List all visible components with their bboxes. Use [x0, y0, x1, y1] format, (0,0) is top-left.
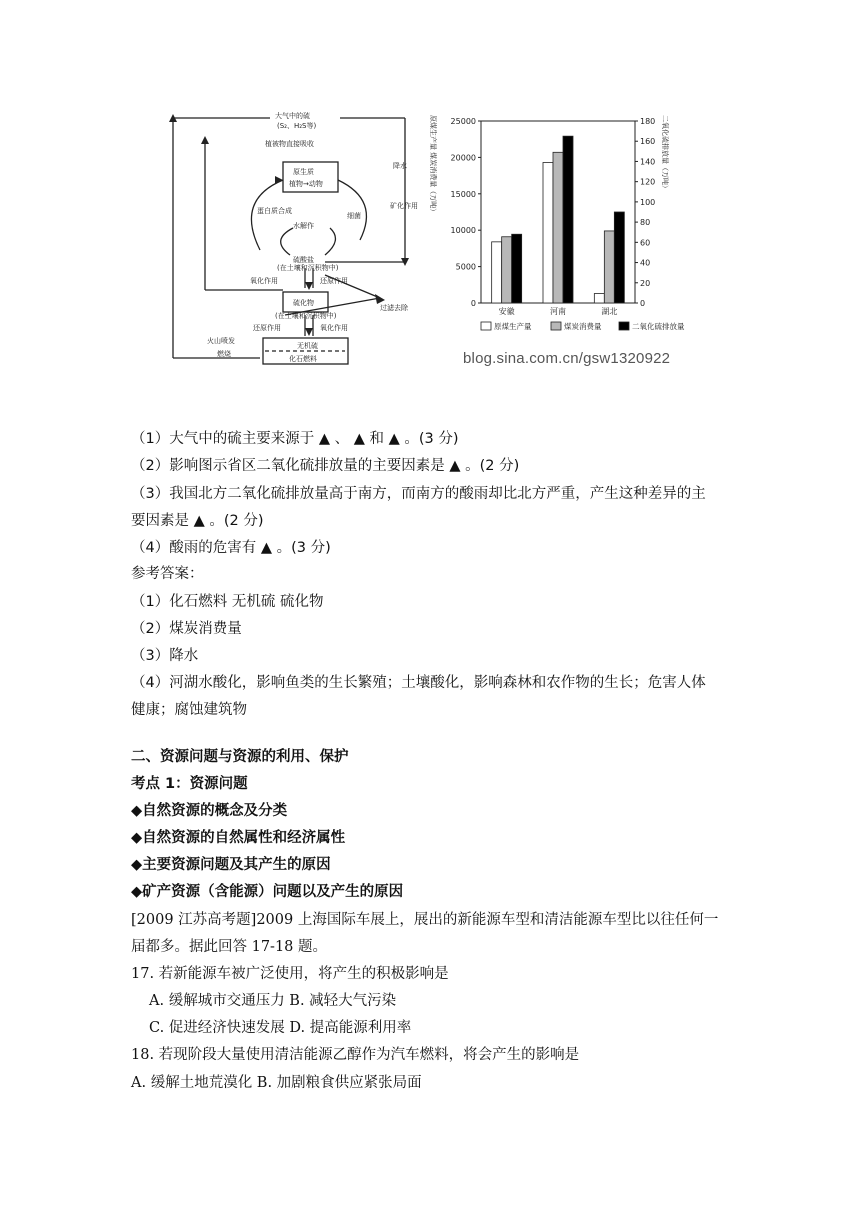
intro-line-1: [2009 江苏高考题]2009 上海国际车展上，展出的新能源车型和清洁能源车型比以往任何一: [131, 912, 719, 928]
sulfate-label: 硫酸盐: [293, 256, 314, 264]
left-tick-label: 10000: [450, 226, 476, 236]
oxidation2-label: 氧化作用: [320, 324, 348, 332]
bullet-1: ◆自然资源的概念及分类: [131, 803, 288, 819]
bar-3: [563, 136, 573, 303]
legend-swatch: [619, 322, 629, 330]
inorganic-label: 无机硫: [297, 342, 318, 350]
legend-swatch: [481, 322, 491, 330]
category-label: 河南: [550, 307, 566, 316]
bullet-3: ◆主要资源问题及其产生的原因: [131, 857, 331, 873]
answer-4-line-2: 健康；腐蚀建筑物: [131, 702, 247, 718]
left-tick-label: 20000: [450, 153, 476, 163]
answer-3: （3）降水: [131, 648, 199, 664]
bar-1: [492, 242, 502, 303]
bar-3: [614, 212, 624, 303]
sulfate-sub: (在土壤和沉积物中): [277, 264, 339, 272]
right-tick-label: 40: [640, 258, 651, 268]
category-label: 安徽: [498, 307, 515, 316]
question-3-line-2: 要因素是 ▲ 。(2 分): [131, 513, 264, 529]
plant-absorb-label: 植被物直接吸收: [265, 140, 314, 148]
burn-label: 燃烧: [217, 350, 231, 358]
fossil-label: 化石燃料: [289, 355, 317, 363]
question-18-options-ab: A. 缓解土地荒漠化 B. 加剧粮食供应紧张局面: [131, 1075, 422, 1091]
question-18: 18. 若现阶段大量使用清洁能源乙醇作为汽车燃料，将会产生的影响是: [131, 1047, 580, 1063]
bar-chart: [423, 105, 703, 340]
left-tick-label: 15000: [450, 189, 476, 199]
question-3-line-1: （3）我国北方二氧化硫排放量高于南方，而南方的酸雨却比北方严重，产生这种差异的主: [131, 486, 706, 502]
question-4: （4）酸雨的危害有 ▲ 。(3 分): [131, 540, 331, 556]
bio-box-sub: 植物→动物: [289, 180, 323, 188]
legend-label: 二氧化硫排放量: [632, 322, 685, 331]
right-tick-label: 100: [640, 197, 656, 207]
question-2: （2）影响图示省区二氧化硫排放量的主要因素是 ▲ 。(2 分): [131, 458, 520, 474]
answers-title: 参考答案：: [131, 566, 204, 582]
right-axis-title: 二氧化硫排放量（万吨）: [661, 115, 669, 192]
bio-box-label: 原生质: [293, 168, 314, 176]
bullet-4: ◆矿产资源（含能源）问题以及产生的原因: [131, 884, 404, 900]
legend-swatch: [551, 322, 561, 330]
left-tick-label: 25000: [450, 117, 476, 126]
rain-label: 降水: [393, 162, 407, 170]
right-tick-label: 20: [640, 278, 651, 288]
right-tick-label: 60: [640, 238, 651, 248]
section-heading: 二、资源问题与资源的利用、保护: [131, 749, 349, 765]
protein-label: 蛋白质合成: [257, 207, 292, 215]
answer-2: （2）煤炭消费量: [131, 621, 242, 637]
oxidation1-label: 氧化作用: [250, 277, 278, 285]
right-tick-label: 120: [640, 177, 656, 187]
right-tick-label: 140: [640, 157, 656, 167]
answer-4-line-1: （4）河湖水酸化，影响鱼类的生长繁殖；土壤酸化，影响森林和农作物的生长；危害人体: [131, 675, 706, 691]
sulfide-label: 硫化物: [293, 299, 314, 307]
bullet-2: ◆自然资源的自然属性和经济属性: [131, 830, 346, 846]
point-heading: 考点 1：资源问题: [131, 776, 248, 792]
legend-label: 煤炭消费量: [564, 322, 602, 331]
sulfur-cycle-diagram: [165, 110, 425, 375]
bar-1: [594, 294, 604, 303]
bar-2: [502, 237, 512, 303]
right-tick-label: 180: [640, 117, 656, 126]
sulfide-sub: (在土壤和沉积物中): [275, 312, 337, 320]
category-label: 湖北: [601, 307, 618, 316]
right-tick-label: 160: [640, 137, 656, 147]
reduction2-label: 还原作用: [253, 324, 281, 332]
top-box-sub: (S₂、H₂S等): [277, 122, 317, 130]
bar-3: [512, 234, 522, 303]
filter-label: 过滤去除: [380, 304, 408, 312]
right-tick-label: 0: [640, 299, 646, 308]
question-17-options-cd: C. 促进经济快速发展 D. 提高能源利用率: [149, 1020, 412, 1036]
question-17: 17. 若新能源车被广泛使用，将产生的积极影响是: [131, 966, 449, 982]
left-axis-title: 原煤生产量 煤炭消费量（万吨）: [429, 115, 437, 216]
mineral-label: 矿化作用: [390, 202, 418, 210]
reduction1-label: 还原作用: [320, 277, 348, 285]
watermark: blog.sina.com.cn/gsw1320922: [463, 350, 671, 367]
volcano-label: 火山喷发: [207, 337, 235, 345]
legend-label: 原煤生产量: [494, 322, 532, 331]
bar-1: [543, 162, 553, 303]
left-tick-label: 0: [470, 299, 476, 308]
left-tick-label: 5000: [455, 262, 476, 272]
decompose-label: 细菌: [347, 212, 361, 220]
right-tick-label: 80: [640, 218, 651, 228]
top-box-label: 大气中的硫: [275, 112, 310, 120]
bar-2: [553, 152, 563, 303]
answer-1: （1）化石燃料 无机硫 硫化物: [131, 594, 324, 610]
question-1: （1）大气中的硫主要来源于 ▲ 、 ▲ 和 ▲ 。(3 分): [131, 431, 459, 447]
figure: [165, 105, 705, 385]
question-17-options-ab: A. 缓解城市交通压力 B. 减轻大气污染: [149, 993, 397, 1009]
bar-2: [604, 231, 614, 303]
intro-line-2: 届都多。据此回答 17-18 题。: [131, 939, 328, 955]
hydrolysis-label: 水解作: [293, 222, 314, 230]
